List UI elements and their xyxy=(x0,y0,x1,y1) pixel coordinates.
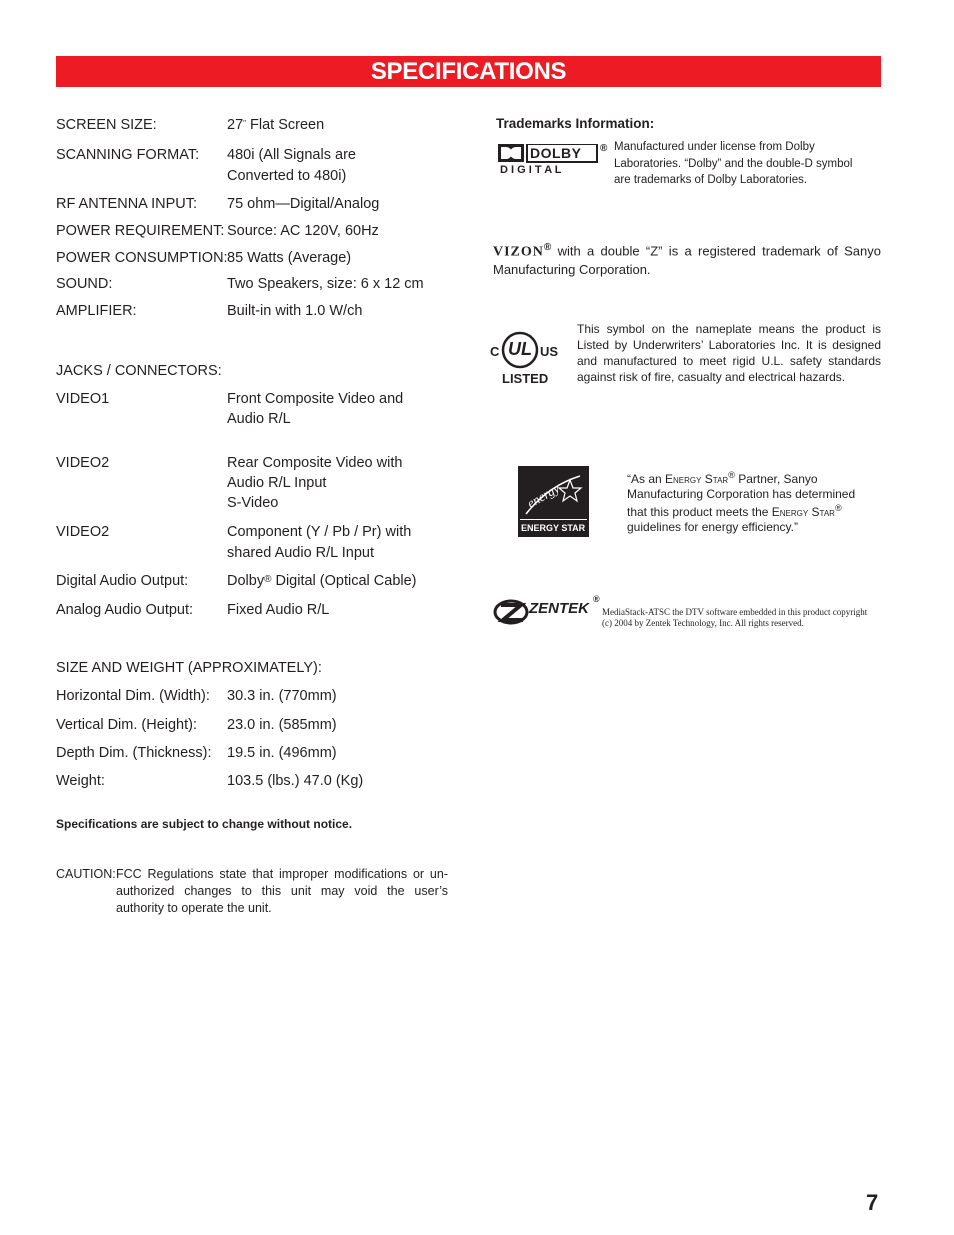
ul-trademark-text: This symbol on the nameplate means the product is Listed by Underwriters’ Laboratories Inc. It is designed and manufactured to meet rigid U.L. safety standards against risk of fire, casualty and electrical hazards. xyxy=(577,322,881,384)
spec-label: POWER CONSUMPTION: xyxy=(56,250,228,266)
spec-value: 19.5 in. (496mm) xyxy=(227,745,337,761)
energy-star-logo xyxy=(518,466,589,537)
caution-text: FCC Regulations state that improper modifications or un-authorized changes to this unit may void the user’s authority to operate the unit. xyxy=(116,867,448,915)
energy-star-text: “As an Energy Star® Partner, Sanyo Manufacturing Corporation has determined that this product meets the Energy Star® guidelines for energy efficiency.” xyxy=(627,470,856,534)
spec-value: Dolby® Digital (Optical Cable) xyxy=(227,573,417,589)
spec-value: Rear Composite Video with Audio R/L Input S-Video xyxy=(227,455,403,511)
spec-label: SCANNING FORMAT: xyxy=(56,147,200,163)
spec-value: 103.5 (lbs.) 47.0 (Kg) xyxy=(227,773,364,789)
dolby-logo-digital: D I G I T A L xyxy=(500,164,562,176)
energy-star-script: energy xyxy=(524,480,563,511)
spec-value: 27" Flat Screen xyxy=(227,117,325,133)
zentek-logo-word: ZENTEK xyxy=(529,600,589,617)
spec-value: Two Speakers, size: 6 x 12 cm xyxy=(227,276,424,292)
spec-label: VIDEO1 xyxy=(56,391,110,407)
caution-label: CAUTION: xyxy=(56,867,116,881)
ul-logo-c: C xyxy=(490,344,500,359)
spec-label: RF ANTENNA INPUT: xyxy=(56,196,197,212)
spec-value: Built-in with 1.0 W/ch xyxy=(227,303,363,319)
spec-label: Digital Audio Output: xyxy=(56,573,189,589)
spec-label: Analog Audio Output: xyxy=(56,602,194,618)
vizon-trademark-text: with a double “Z” is a registered trademark of Sanyo Manufacturing Corporation. xyxy=(493,243,881,278)
spec-value: Front Composite Video and Audio R/L xyxy=(227,391,404,427)
spec-value: 75 ohm—Digital/Analog xyxy=(227,196,380,212)
spec-label: VIDEO2 xyxy=(56,524,110,540)
spec-value: 480i (All Signals are Converted to 480i) xyxy=(227,147,356,184)
dolby-reg-mark: ® xyxy=(600,143,608,154)
dolby-logo-word: DOLBY xyxy=(530,145,582,161)
spec-value: 23.0 in. (585mm) xyxy=(227,717,337,733)
vizon-trademark xyxy=(493,239,881,279)
spec-label: Horizontal Dim. (Width): xyxy=(56,688,210,704)
spec-label: VIDEO2 xyxy=(56,455,110,471)
spec-value: Source: AC 120V, 60Hz xyxy=(227,223,379,239)
ul-logo-listed: LISTED xyxy=(502,371,549,386)
spec-label: Weight: xyxy=(56,773,105,789)
vizon-reg-mark: ® xyxy=(543,242,552,253)
zentek-logo xyxy=(493,596,603,628)
spec-label: SCREEN SIZE: xyxy=(56,117,157,133)
zentek-trademark-text: MediaStack-ATSC the DTV software embedded in this product copyright (c) 2004 by Zentek Technology, Inc. All rights reserved. xyxy=(602,607,868,628)
ul-listed-logo xyxy=(490,320,570,390)
energy-star-label: ENERGY STAR xyxy=(521,523,586,533)
dolby-trademark-text: Manufactured under license from Dolby Laboratories. “Dolby” and the double-D symbol are trademarks of Dolby Laboratories. xyxy=(614,141,853,186)
spec-label: Vertical Dim. (Height): xyxy=(56,717,198,733)
caution-block xyxy=(56,866,448,917)
spec-label: SOUND: xyxy=(56,276,113,292)
spec-label: AMPLIFIER: xyxy=(56,303,137,319)
vizon-logo: VIZON xyxy=(493,244,544,260)
spec-value: Component (Y / Pb / Pr) with shared Audio R/L Input xyxy=(227,524,412,561)
spec-value: Fixed Audio R/L xyxy=(227,602,330,618)
spec-label: POWER REQUIREMENT: xyxy=(56,223,225,239)
ul-logo-us: US xyxy=(540,344,559,359)
page-title: SPECIFICATIONS xyxy=(56,56,881,87)
ul-logo-ul: UL xyxy=(508,339,532,359)
trademarks-heading: Trademarks Information: xyxy=(496,116,655,131)
zentek-reg-mark: ® xyxy=(593,594,600,604)
spec-value: 85 Watts (Average) xyxy=(227,250,352,266)
change-notice: Specifications are subject to change without notice. xyxy=(56,817,353,831)
dolby-logo xyxy=(498,144,610,178)
page-number: 7 xyxy=(866,1190,879,1215)
spec-value: 30.3 in. (770mm) xyxy=(227,688,337,704)
spec-label: Depth Dim. (Thickness): xyxy=(56,745,212,761)
